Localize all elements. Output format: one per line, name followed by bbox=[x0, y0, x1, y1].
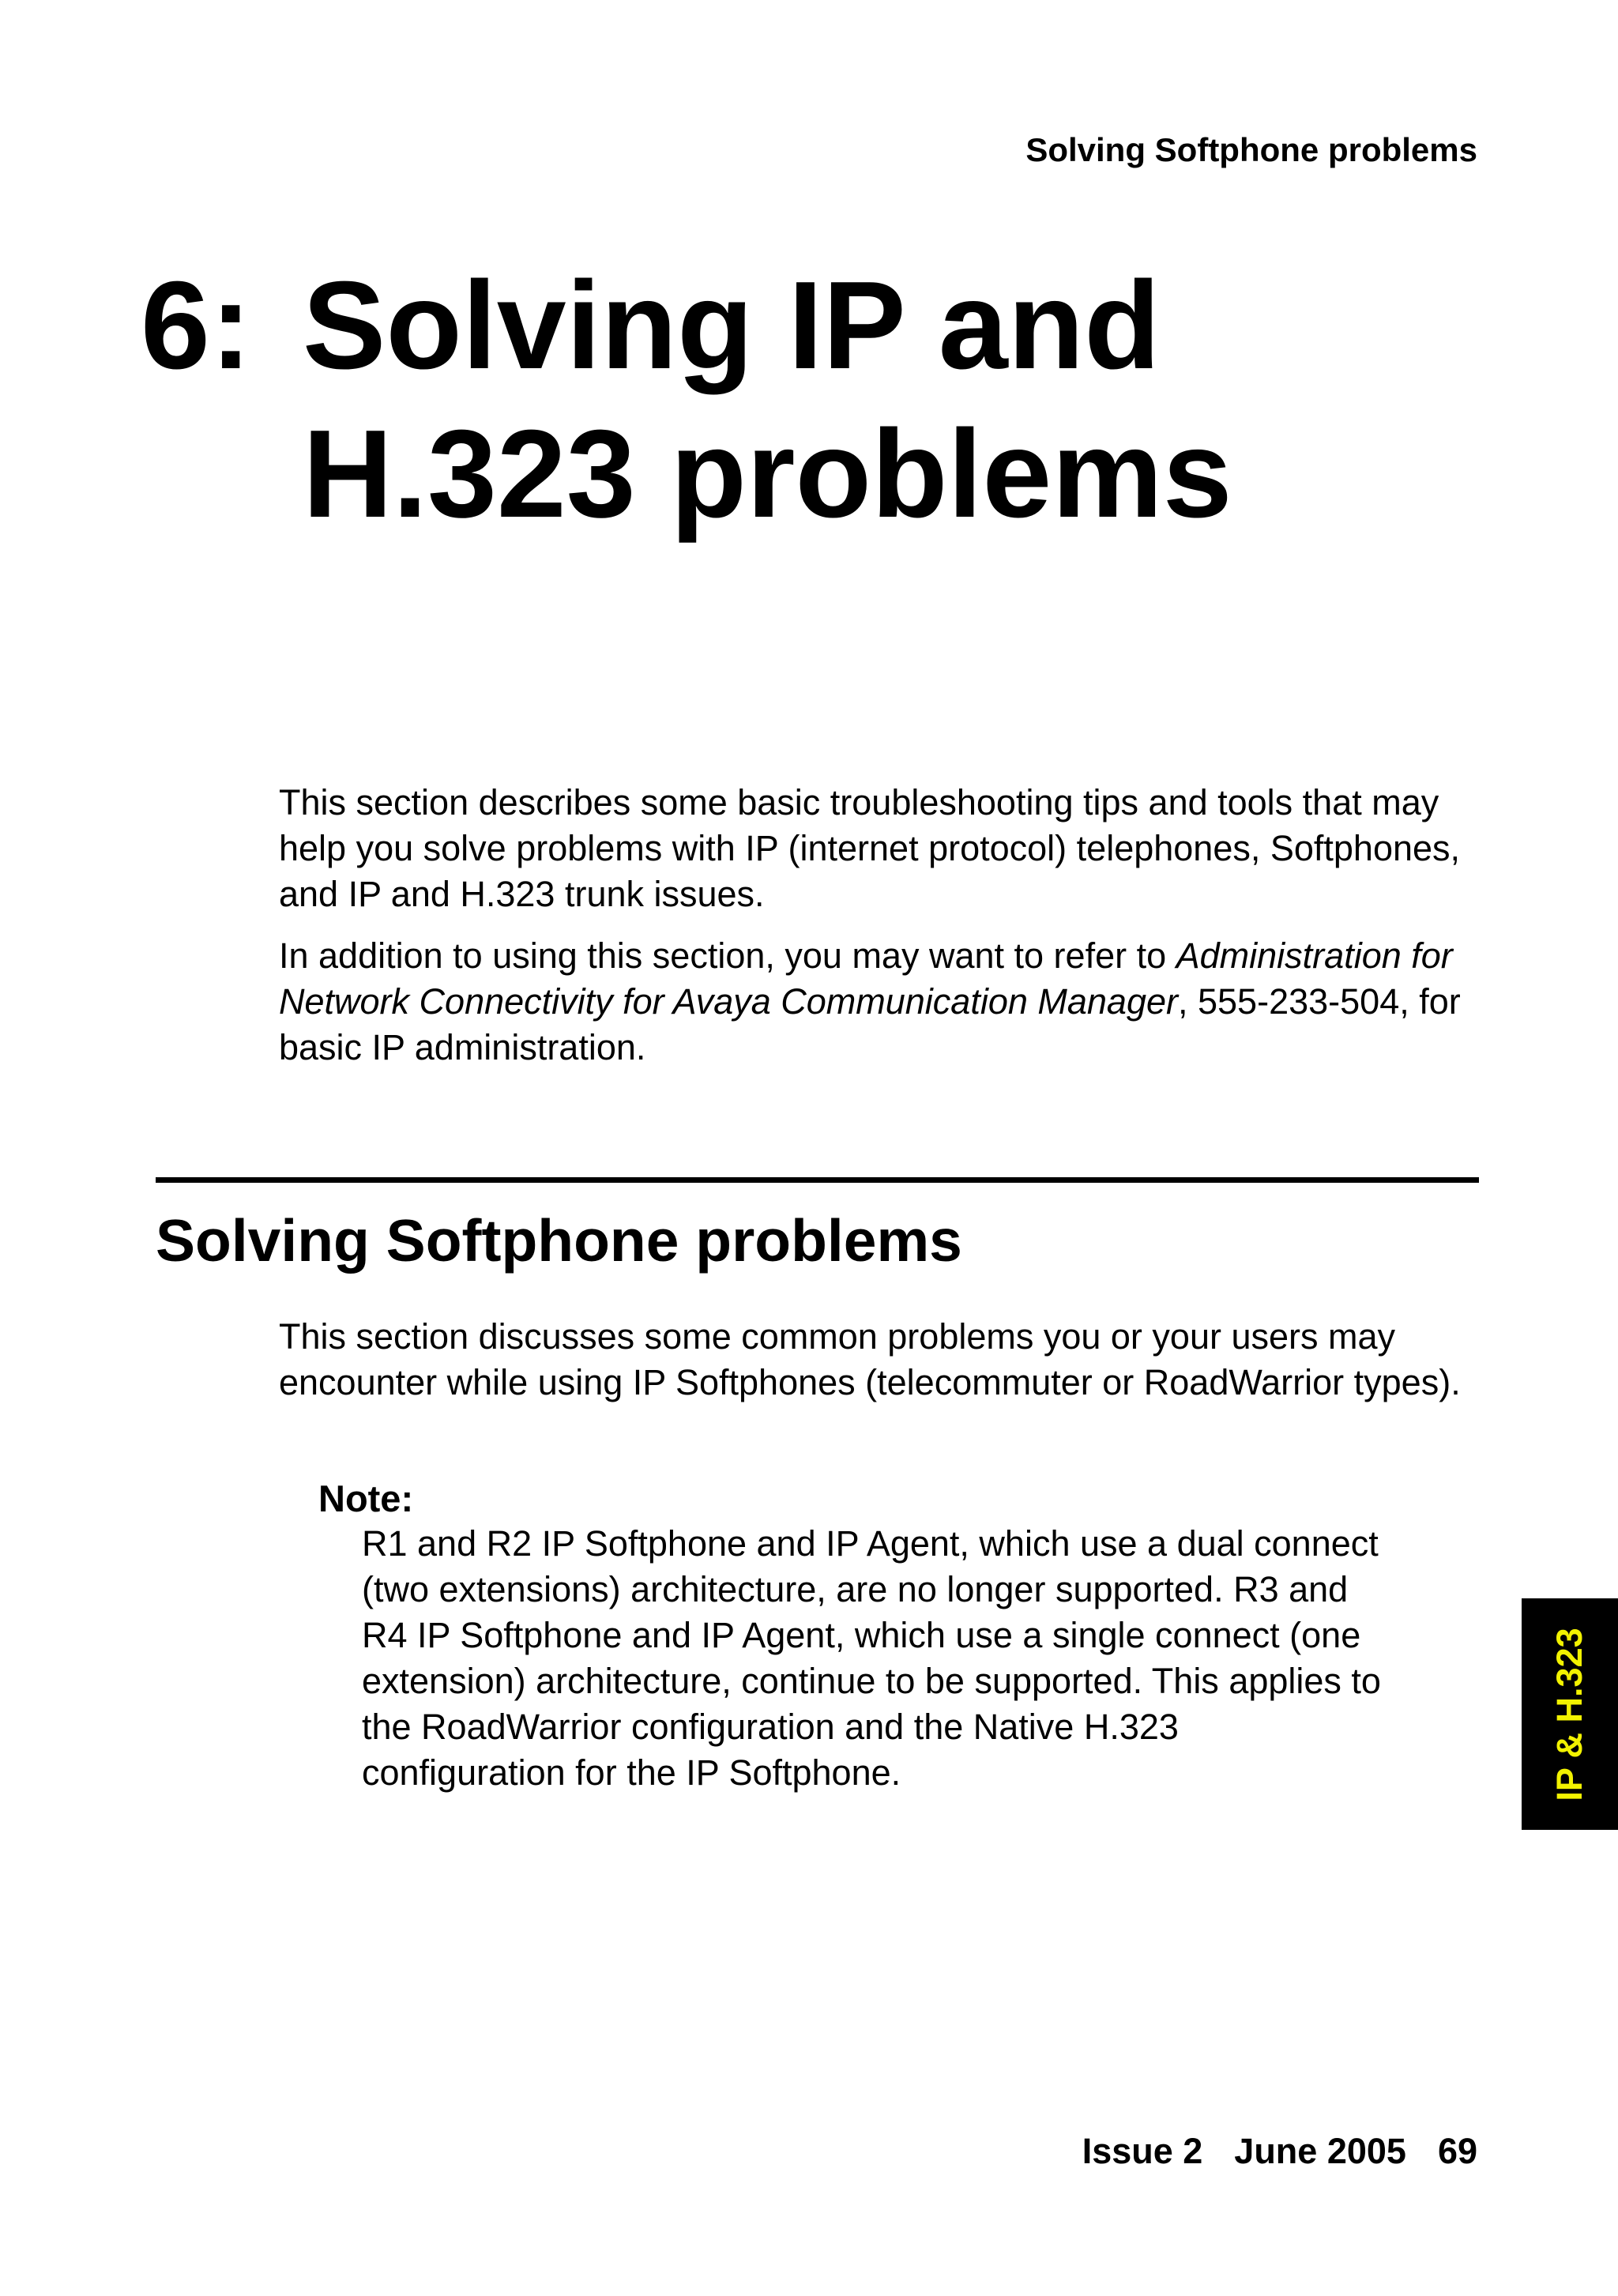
section-body: This section discusses some common problems you or your users may encounter while using IP Softphones (telecommuter or RoadWarrior types). bbox=[279, 1316, 1461, 1402]
section-heading: Solving Softphone problems bbox=[156, 1207, 962, 1274]
section-divider bbox=[156, 1177, 1479, 1183]
chapter-title-line-2: H.323 problems bbox=[303, 405, 1232, 544]
intro-paragraph-2-prefix: In addition to using this section, you may want to refer to bbox=[279, 935, 1176, 976]
side-tab-label: IP & H.323 bbox=[1549, 1627, 1590, 1801]
page-number: 69 bbox=[1437, 2131, 1477, 2171]
footer-date: June 2005 bbox=[1234, 2131, 1406, 2171]
chapter-title bbox=[303, 251, 1232, 548]
note-label: Note: bbox=[318, 1477, 414, 1519]
chapter-side-tab bbox=[1522, 1598, 1618, 1830]
page-footer bbox=[1082, 2131, 1477, 2172]
note-body: R1 and R2 IP Softphone and IP Agent, which use a dual connect (two extensions) architecture, are no longer supported. R3 and R4 IP Softphone and IP Agent, which use a single connect (one extension) architecture, continue to be supported. This applies to the RoadWarrior configuration and the Native H.323 configuration for the IP Softphone. bbox=[362, 1523, 1381, 1793]
footer-issue: Issue 2 bbox=[1082, 2131, 1203, 2171]
intro-section bbox=[279, 780, 1496, 1086]
reference-title: Administration for Network Connectivity for Avaya Communication Manager bbox=[279, 935, 1453, 1022]
chapter-title-line-1: Solving IP and bbox=[303, 256, 1161, 395]
intro-paragraph-2 bbox=[279, 933, 1496, 1071]
intro-paragraph-1: This section describes some basic troubleshooting tips and tools that may help you solve problems with IP (internet protocol) telephones, Softphones, and IP and H.323 trunk issues. bbox=[279, 782, 1461, 914]
intro-paragraph-2-suffix: , 555-233-504, for basic IP administration. bbox=[279, 981, 1461, 1067]
chapter-number: 6: bbox=[141, 256, 252, 395]
running-header: Solving Softphone problems bbox=[1025, 131, 1477, 168]
